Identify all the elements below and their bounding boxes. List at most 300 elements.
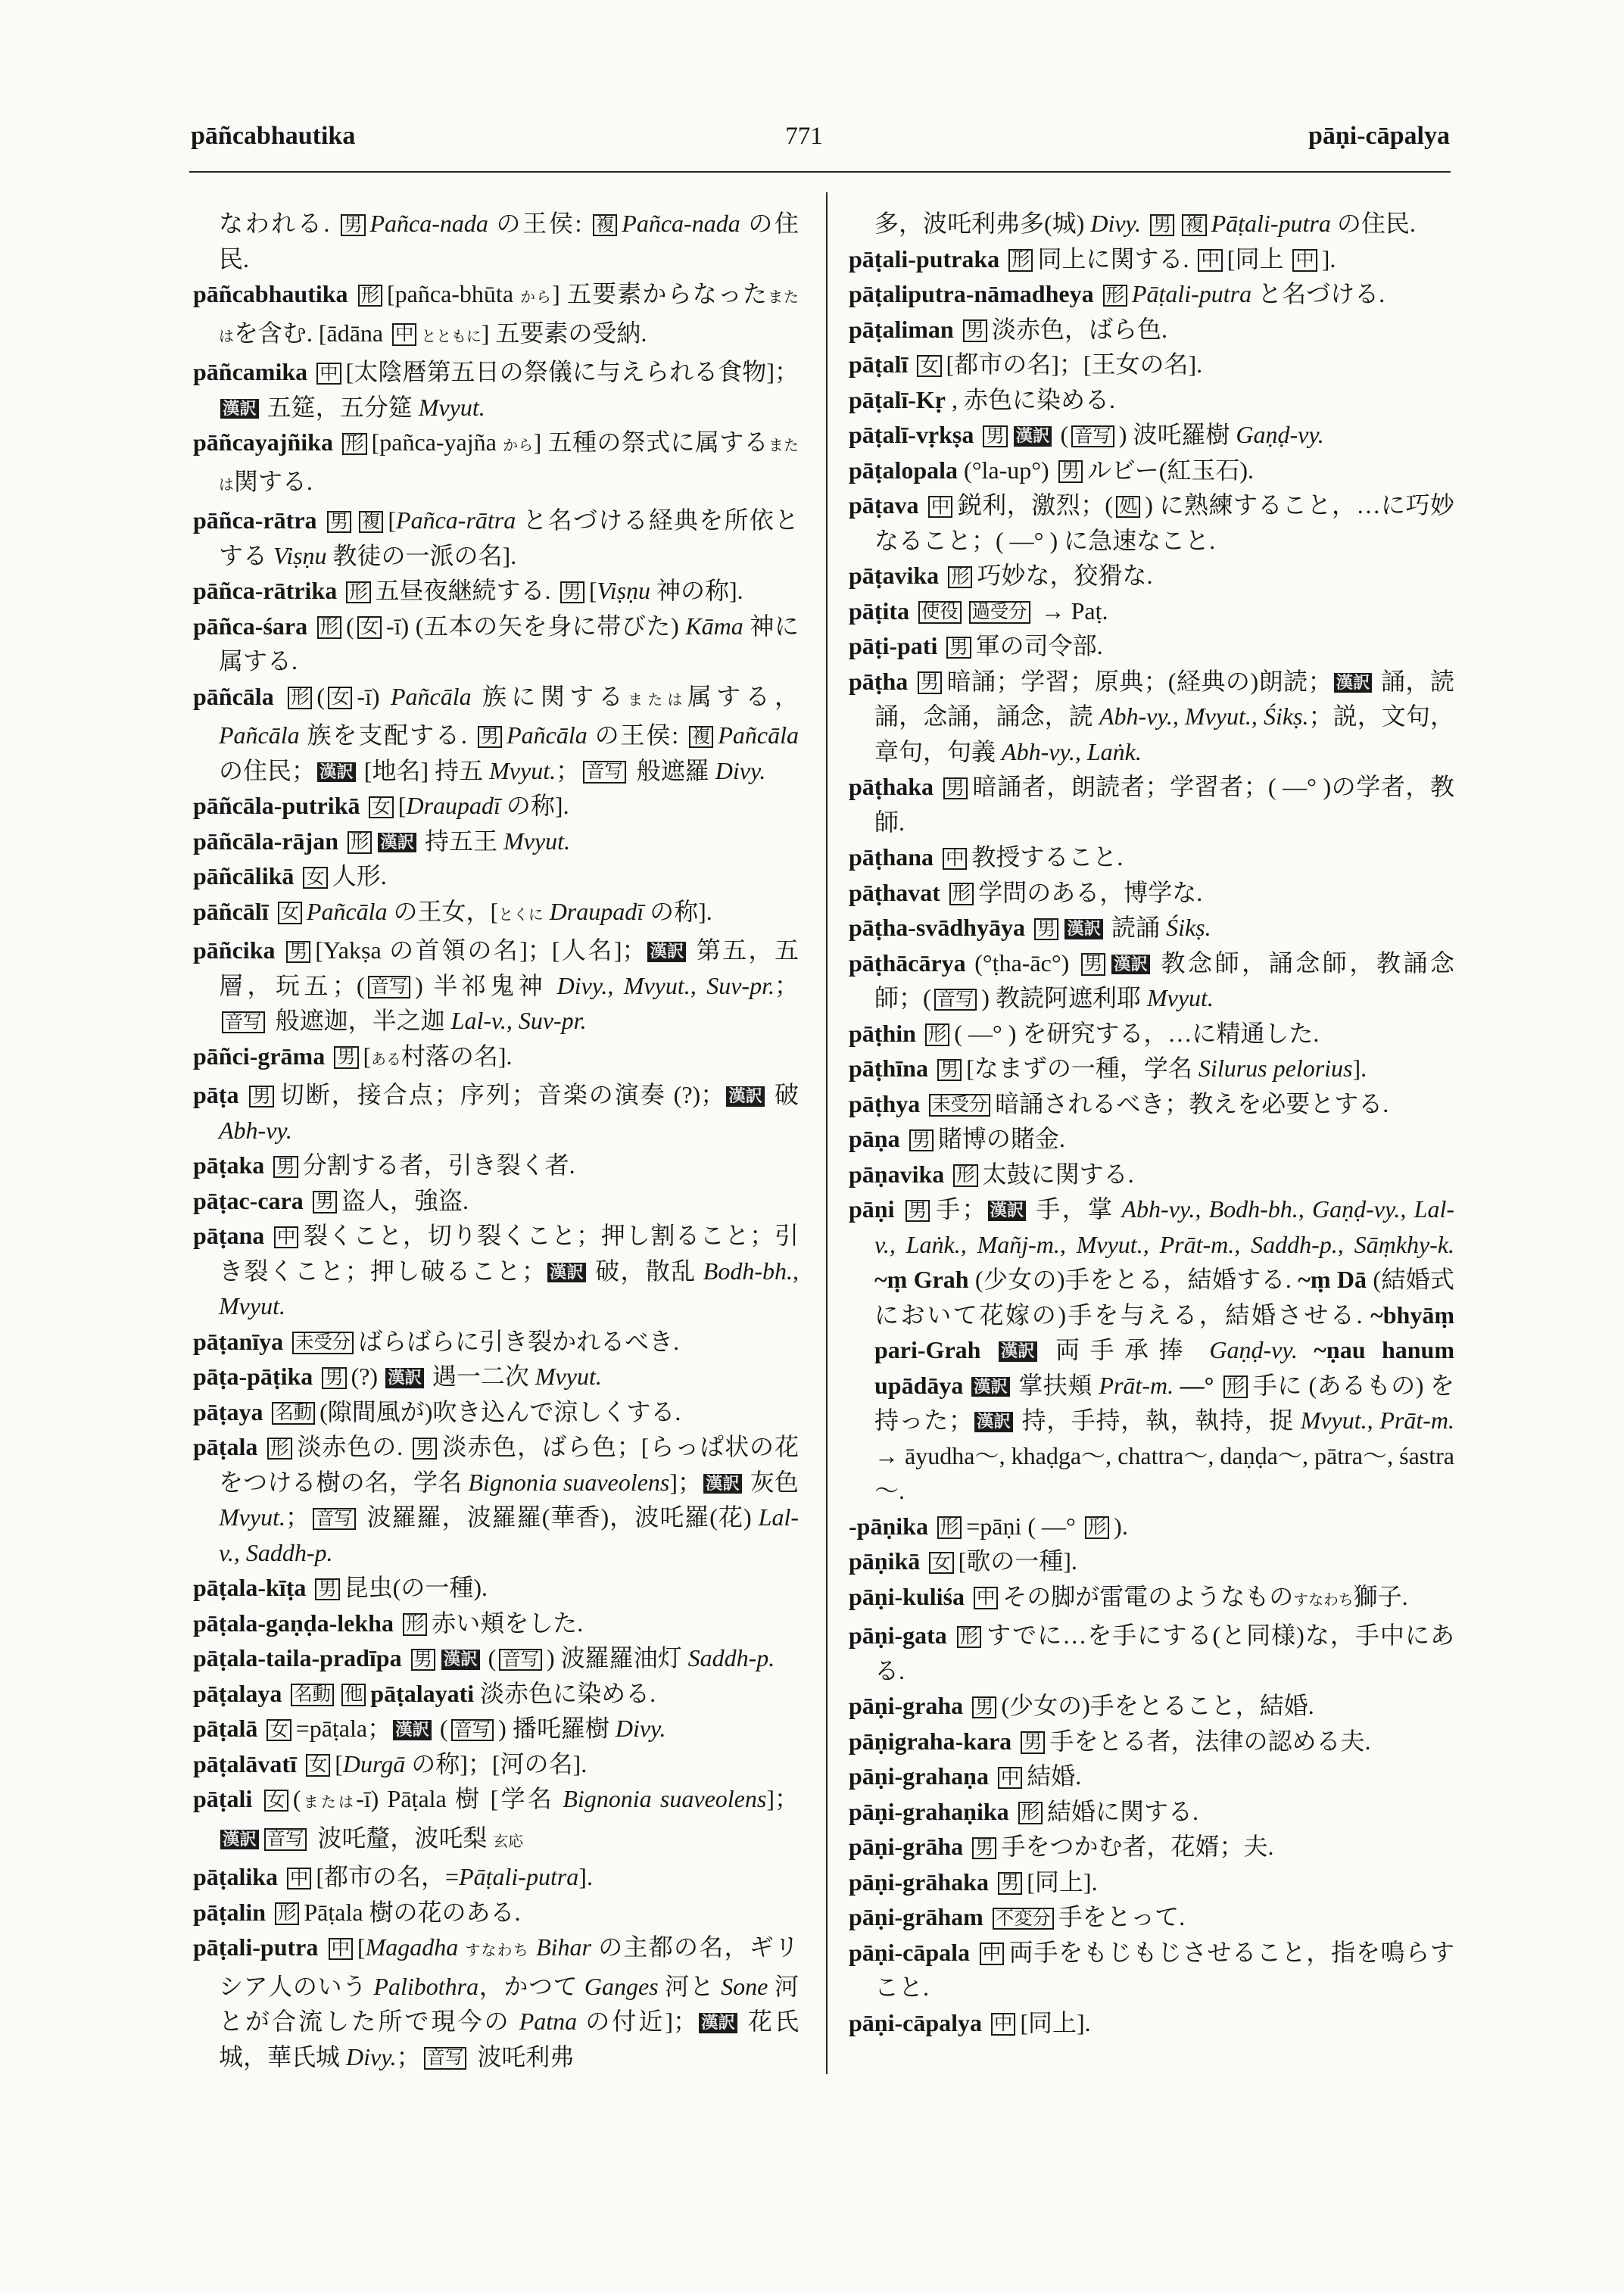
entry-text: ) に熟練すること，…に巧妙なること；( —° ) に急速なこと. [874, 491, 1454, 554]
headword: pāṭalopala [849, 456, 959, 484]
dict-entry [849, 1016, 1454, 1051]
grammar-tag: 男 [286, 941, 310, 964]
headword: pāṭala-taila-pradīpa [193, 1644, 402, 1671]
headword: pāṭalī-Kṛ [849, 385, 946, 413]
entry-text: 学問のある，博学な. [978, 878, 1203, 906]
entry-text: 暗誦者，朗読者；学習者；( —° )の学者，教師. [874, 773, 1454, 836]
grammar-tag: 男 [413, 1438, 437, 1460]
italic-text: Sone [721, 1972, 768, 2000]
headword: pāṭi-pati [849, 632, 938, 659]
dict-entry [849, 2005, 1454, 2041]
entry-text: 淡赤色に染める. [474, 1679, 656, 1707]
entry-text: 分割する者，引き裂く者. [302, 1151, 575, 1179]
dict-entry [193, 1394, 799, 1430]
grammar-tag: 男 [1150, 214, 1174, 237]
entry-text [1141, 210, 1147, 237]
headword: pāṇigraha-kara [849, 1727, 1012, 1755]
headword: pāṇi-grāha [849, 1833, 964, 1860]
entry-text: 赤い頬をした. [432, 1609, 584, 1637]
italic-text: Pañca-rātra [396, 506, 516, 534]
dict-entry [193, 788, 799, 824]
italic-text: Abh-vy., Laṅk. [1002, 737, 1142, 765]
italic-text: Durgā [342, 1749, 406, 1777]
headword: pāṭanīya [193, 1327, 284, 1355]
grammar-tag: 男 [909, 1129, 934, 1152]
headword: pāṭali-putraka [849, 245, 1000, 273]
entry-text: Pāṭala 樹の花のある. [304, 1898, 521, 1926]
entry-text: (°la-up°) [964, 456, 1055, 484]
grammar-tag: 不変分 [993, 1908, 1054, 1930]
dict-entry [193, 1359, 799, 1394]
small-annotation: または [301, 1794, 357, 1811]
entry-text: [ [397, 792, 407, 819]
grammar-tag: 男 [1021, 1731, 1045, 1754]
kanyaku-tag: 漢訳 [699, 2013, 737, 2033]
headword: pāṇi-grahaṇika [849, 1797, 1009, 1825]
grammar-tag: 中 [943, 848, 967, 871]
entry-text: 淡赤色，ばら色；[らっぱ状の花をつける樹の名，学名 [219, 1433, 799, 1496]
grammar-tag: 名動 [291, 1684, 334, 1706]
entry-text: と名づける経典を所依とする [219, 506, 799, 569]
entry-text: (少女の)手をとること，結婚. [1001, 1692, 1314, 1719]
grammar-tag: 形 [288, 687, 312, 709]
headword: pāṇi-cāpalya [849, 2008, 983, 2036]
grammar-tag: 男 [315, 1578, 339, 1601]
entry-text: の付近]； [577, 2008, 698, 2035]
dict-entry [849, 769, 1454, 840]
grammar-tag: 音写 [222, 1011, 265, 1034]
grammar-tag: 男 [918, 671, 942, 694]
entry-text: 河とが合流した所で現今の [219, 1972, 799, 2035]
entry-text: (隙間風が)吹き込んで涼しくする. [320, 1397, 681, 1425]
entry-text: ). [1114, 1512, 1128, 1540]
entry-text: 鋭利，激烈；( [957, 491, 1113, 519]
italic-text: Viṣṇu [273, 541, 327, 569]
entry-text: -ī) (五本の矢を身に帯びた) [386, 612, 686, 640]
grammar-tag: 形 [267, 1438, 291, 1460]
entry-text: [歌の一種]. [958, 1547, 1077, 1575]
entry-text: の称]. [644, 897, 712, 925]
italic-text: Bignonia suaveolens [563, 1785, 767, 1812]
italic-text: Divy. [615, 1715, 666, 1742]
headword: pāṭavika [849, 562, 940, 589]
headword: pāñca-śara [193, 612, 308, 640]
headword: pāṭita [849, 597, 909, 625]
entry-text: 村落の名]. [401, 1042, 513, 1070]
grammar-tag: 男 [972, 1837, 996, 1860]
grammar-tag: 中 [392, 323, 416, 346]
grammar-tag: 男 [1034, 918, 1058, 941]
grammar-tag: 音写 [424, 2047, 467, 2070]
kanyaku-tag: 漢訳 [385, 1368, 424, 1388]
entry-text: 第五，五層，玩五；( [219, 936, 799, 999]
entry-text: ]； [669, 1468, 702, 1496]
dict-entry [849, 1157, 1454, 1192]
grammar-tag: 男 [998, 1872, 1022, 1895]
grammar-tag: 音写 [499, 1649, 542, 1671]
kanyaku-tag: 漢訳 [974, 1412, 1013, 1432]
dict-entry [849, 1935, 1454, 2005]
entry-text: 神に属する. [219, 612, 799, 675]
grammar-tag: 中 [980, 1943, 1004, 1965]
headword: pāṭalaya [193, 1679, 282, 1707]
italic-text: Śikṣ. [1166, 914, 1211, 941]
headword: pāṭhācārya [849, 949, 966, 977]
dict-entry [849, 1579, 1454, 1618]
dict-entry [849, 1544, 1454, 1579]
kanyaku-tag: 漢訳 [547, 1263, 586, 1283]
italic-text: Patna [519, 2008, 578, 2035]
entry-text: の主都の名，ギリシア人のいう [219, 1933, 800, 2000]
dict-entry [849, 1121, 1454, 1157]
entry-text: , 赤色に染める. [951, 385, 1115, 413]
grammar-tag: 中 [928, 496, 952, 519]
entry-text: を含む. [ādāna [233, 319, 390, 347]
italic-text: Magadha [365, 1933, 459, 1961]
kanyaku-tag: 漢訳 [393, 1720, 432, 1740]
grammar-tag: 男 [411, 1649, 435, 1671]
headword: pāñcāla-rājan [193, 827, 338, 855]
grammar-tag: 中 [974, 1587, 998, 1609]
entry-text: なわれる. [219, 210, 338, 237]
entry-text: 裂くこと，切り裂くこと；押し割ること；引き裂くこと；押し破ること； [219, 1222, 799, 1285]
grammar-tag: 男 [334, 1046, 358, 1069]
headword: pāñcayajñika [193, 428, 333, 456]
entry-text: ばらばらに引き裂かれるべき. [358, 1327, 680, 1355]
dict-entry [193, 354, 799, 425]
small-annotation: すなわち [1293, 1591, 1354, 1609]
headword: pāṇi-gata [849, 1622, 947, 1649]
entry-text: [同上]. [1027, 1868, 1098, 1896]
entry-text: ) 波羅羅油灯 [546, 1644, 688, 1671]
dict-entry [849, 1899, 1454, 1935]
headword: pāṇi-grāham [849, 1903, 983, 1930]
dict-entry [849, 875, 1454, 911]
entry-text: 人形. [332, 862, 387, 889]
entry-text: 獅子. [1353, 1582, 1408, 1610]
dict-entry [193, 1077, 799, 1148]
entry-text [1174, 1372, 1180, 1399]
dict-entry [193, 1570, 799, 1606]
dict-entry [849, 558, 1454, 594]
italic-text: Mvyut. [489, 756, 556, 784]
small-annotation: から [503, 438, 534, 454]
entry-text: 同上に関する. [1037, 245, 1195, 273]
entry-text: 波羅羅，波羅羅(華香)，波吒羅(花) [360, 1503, 759, 1531]
bold-phrase: ~ṇau hanum upādāya [874, 1336, 1454, 1399]
headword: pāṭaya [193, 1397, 263, 1425]
entry-text: 五昼夜継続する. [375, 577, 557, 604]
kanyaku-tag: 漢訳 [317, 762, 356, 783]
headword: pāṭha-svādhyāya [849, 914, 1025, 941]
headword: pāṭa-pāṭika [193, 1363, 313, 1390]
grammar-tag: 男 [313, 1191, 337, 1213]
dict-entry [193, 573, 799, 609]
grammar-tag: 男 [972, 1696, 996, 1719]
italic-text: Mvyut. [1146, 984, 1214, 1011]
entry-text: 太鼓に関する. [982, 1160, 1134, 1188]
entry-text [458, 1933, 465, 1961]
grammar-tag: 男 [327, 511, 351, 534]
column-left [193, 206, 799, 2074]
entry-text: [pañca-bhūta [387, 280, 521, 307]
dict-entry [849, 1794, 1454, 1830]
headword: pāṇi-graha [849, 1692, 964, 1719]
dict-entry [849, 1688, 1454, 1724]
headword: pāṇi [849, 1195, 895, 1223]
dict-entry [193, 609, 799, 679]
entry-text: の住民； [219, 756, 316, 784]
italic-text: Mvyut., Prāt-m. [1300, 1407, 1454, 1434]
entry-text: -ī) [357, 682, 391, 710]
headword: pāṭana [193, 1222, 265, 1249]
entry-text: ルビー(紅玉石). [1087, 456, 1255, 484]
headword: pāṭalī [849, 350, 909, 378]
grammar-tag: 男 [322, 1367, 346, 1390]
entry-text: [地名] 持五 [357, 756, 490, 784]
entry-text: ； [774, 971, 799, 999]
entry-text: → āyudha～, khaḍga～, chattra～, daṇḍa～, pātra～, śastra～. [874, 1441, 1454, 1504]
italic-text: Palibothra [373, 1972, 479, 2000]
entry-text: ]. [1321, 245, 1336, 273]
dict-entry [193, 1711, 799, 1746]
grammar-tag: 女 [264, 1790, 288, 1812]
kanyaku-tag: 漢訳 [220, 1830, 259, 1850]
headword: pāṇi-kuliśa [849, 1582, 965, 1610]
entry-text: =pāṇi ( —° [966, 1512, 1082, 1540]
page-number: 771 [785, 123, 823, 150]
dict-entry [849, 1051, 1454, 1086]
grammar-tag: 男 [249, 1086, 273, 1108]
grammar-tag: 形 [1008, 249, 1033, 272]
entry-text: =pāṭala； [295, 1715, 392, 1742]
dict-entry [849, 312, 1454, 347]
dict-entry [193, 425, 799, 503]
dict-entry [193, 1859, 799, 1895]
headword: pāñcāla [193, 682, 274, 710]
headword: pāṭalika [193, 1863, 279, 1890]
entry-text: 暗誦されるべき；教えを必要とする. [995, 1089, 1389, 1117]
entry-text: 手； [934, 1195, 987, 1223]
entry-text: の王侯: [488, 210, 590, 237]
dict-entry [193, 276, 799, 354]
grammar-tag: 中 [274, 1226, 298, 1249]
dict-entry [849, 1618, 1454, 1688]
headword: pāñcāla-putrikā [193, 792, 360, 819]
entry-continuation [193, 206, 799, 276]
grammar-tag: 女 [357, 616, 382, 639]
entry-text: 花氏城，華氏城 [219, 2008, 799, 2070]
grammar-tag: 未受分 [292, 1332, 354, 1354]
entry-text: [都市の名，= [316, 1863, 460, 1890]
small-annotation: すなわち [465, 1943, 529, 1959]
small-annotation: または [219, 289, 799, 345]
dict-entry [849, 628, 1454, 664]
italic-text: Gaṇḍ-vy. [1209, 1336, 1298, 1363]
entry-text: (少女の)手をとる，結婚する. [968, 1266, 1298, 1293]
dict-entry [849, 488, 1454, 558]
entry-text: すでに…を手にする(と同様)な，手中にある. [874, 1622, 1454, 1684]
entry-text: の住民. [219, 210, 799, 273]
dict-entry [849, 840, 1454, 875]
dict-entry [193, 824, 799, 859]
entry-text: 族を支配する. [299, 721, 475, 749]
column-right [849, 206, 1454, 2040]
headword: pāñca-rātra [193, 506, 317, 534]
grammar-tag: 女 [929, 1552, 953, 1575]
dict-entry [193, 1606, 799, 1641]
italic-text: Lal-v., Saddh-p. [219, 1503, 799, 1566]
kanyaku-tag: 漢訳 [220, 399, 259, 419]
grammar-tag: 複 [359, 511, 383, 534]
dict-entry [193, 1429, 799, 1570]
dict-entry [193, 894, 799, 933]
headword: pāṭac-cara [193, 1186, 304, 1214]
entry-text: の称]；[河の名]. [405, 1749, 588, 1777]
entry-text: [なまずの一種，学名 [966, 1055, 1199, 1082]
italic-text: Mvyut. [535, 1363, 602, 1390]
italic-text: Viṣṇu [597, 577, 651, 604]
entry-text: 河と [658, 1972, 722, 2000]
entry-text: ) 半祁鬼神 [415, 971, 557, 999]
entry-text: の王侯: [587, 721, 687, 749]
entry-text: 多，波吒利弗多(城) [874, 210, 1091, 237]
grammar-tag: 他 [341, 1684, 366, 1706]
dict-entry [849, 382, 1454, 418]
grammar-tag: 男 [341, 214, 365, 237]
headword: pāṇi-grāhaka [849, 1868, 989, 1896]
grammar-tag: 形 [949, 883, 974, 905]
entry-text: ]. [1352, 1055, 1367, 1082]
grammar-tag: 形 [953, 1164, 977, 1187]
grammar-tag: 男 [946, 637, 971, 659]
grammar-tag: 複 [1182, 214, 1206, 237]
dict-entry [849, 1086, 1454, 1122]
italic-text: Pañcāla [507, 721, 588, 749]
entry-text: 淡赤色，ばら色. [992, 315, 1168, 343]
italic-text: Gaṇḍ-vy. [1236, 421, 1324, 448]
entry-text: 般遮羅 [630, 756, 715, 784]
kanyaku-tag: 漢訳 [726, 1086, 765, 1107]
kanyaku-tag: 漢訳 [1334, 673, 1373, 693]
italic-text: Pañcāla [219, 721, 300, 749]
dict-entry [193, 1183, 799, 1219]
bold-phrase: ~ṃ Grah [874, 1266, 969, 1293]
dict-entry [193, 1930, 799, 2074]
grammar-tag: 男 [1081, 953, 1105, 976]
small-annotation: とくに [498, 906, 544, 924]
grammar-tag: 形 [1223, 1375, 1248, 1398]
headword: pāṭala [193, 1433, 258, 1460]
dict-entry [193, 1640, 799, 1676]
grammar-tag: 形 [358, 285, 382, 307]
grammar-tag: 形 [1018, 1802, 1043, 1824]
entry-text: 昆虫(の一種). [344, 1574, 488, 1601]
grammar-tag: 処 [1116, 496, 1140, 519]
headword: pāṭali-putra [193, 1933, 319, 1961]
entry-text: ( [292, 1785, 301, 1812]
bold-phrase: ~bhyāṃ pari-Grah [874, 1301, 1454, 1363]
bold-phrase: pāṭalayati [370, 1679, 475, 1707]
entry-text: 手をとる者，法律の認める夫. [1049, 1727, 1371, 1755]
grammar-tag: 中 [991, 2013, 1015, 2036]
entry-text: [ [363, 1042, 372, 1070]
headword: pāṭalī-vṛkṣa [849, 421, 974, 448]
italic-text: Pāṭali-putra [459, 1863, 579, 1890]
dict-entry [193, 1148, 799, 1183]
entry-text: [Yakṣa の首領の名]；[人名]； [315, 936, 647, 964]
italic-text: Mvyut. [503, 827, 571, 855]
grammar-tag: 形 [957, 1626, 981, 1649]
grammar-tag: 中 [287, 1868, 311, 1890]
grammar-tag: 形 [948, 566, 972, 589]
grammar-tag: 女 [278, 902, 302, 924]
grammar-tag: 音写 [368, 976, 411, 999]
headword: pāṭha [849, 667, 909, 695]
small-annotation: から [520, 289, 553, 306]
entry-text [529, 1933, 536, 1961]
dict-entry [849, 1509, 1454, 1544]
headword: pāṭhin [849, 1019, 916, 1047]
italic-text: Bodh-bh., Mvyut. [219, 1257, 799, 1319]
entry-text: と名づける. [1252, 280, 1386, 307]
grammar-tag: 音写 [451, 1719, 494, 1742]
grammar-tag: 男 [963, 319, 987, 342]
entry-text: ] 五要素の受納. [481, 319, 647, 347]
kanyaku-tag: 漢訳 [441, 1650, 480, 1670]
italic-text: Abh-vy., Bodh-bh., Gaṇḍ-vy., Lal-v., Laṅk., Mañj-m., Mvyut., Prāt-m., Saddh-p., Sāṃkhy-k. [874, 1195, 1455, 1258]
entry-text: 掌扶頬 [1011, 1371, 1099, 1399]
grammar-tag: 形 [1103, 285, 1127, 307]
italic-text: Kāma [685, 612, 743, 640]
italic-text: Saddh-p. [687, 1644, 775, 1671]
dict-entry [849, 1829, 1454, 1865]
grammar-tag: 女 [306, 1754, 330, 1777]
entry-text: [同上 [1227, 245, 1290, 273]
entry-text: ； [285, 1503, 310, 1531]
entry-text: 結婚. [1027, 1762, 1082, 1790]
entry-text: ； [556, 756, 581, 784]
italic-text: Prāt-m. [1099, 1371, 1174, 1399]
italic-text: Pañca-nada [369, 210, 488, 237]
bold-phrase: —° [1180, 1371, 1214, 1399]
grammar-tag: 過受分 [969, 601, 1030, 624]
entry-text: 遇一二次 [425, 1363, 535, 1390]
headword: pāṭalā [193, 1715, 258, 1742]
headword: pāñcālī [193, 897, 269, 925]
grammar-tag: 形 [275, 1902, 299, 1925]
entry-text: → Paṭ. [1034, 597, 1108, 625]
headword: pāṇikā [849, 1547, 921, 1575]
dict-entry [849, 453, 1454, 488]
entry-text: 般遮迦，半之迦 [269, 1007, 451, 1034]
entry-text: (?) [351, 1363, 385, 1390]
grammar-tag: 男 [906, 1200, 930, 1223]
entry-text [963, 1372, 970, 1399]
dict-entry [193, 1746, 799, 1782]
dict-entry [193, 1039, 799, 1078]
grammar-tag: 女 [267, 1719, 291, 1742]
entry-text: ) 播吒羅樹 [498, 1715, 616, 1742]
entry-text: 教授すること. [971, 843, 1124, 871]
entry-text: 暗誦；学習；原典；(経典の)朗読； [946, 667, 1333, 695]
dict-entry [193, 858, 799, 894]
entry-text [1298, 1336, 1314, 1363]
entry-text: 五筵，五分筵 [260, 393, 419, 421]
entry-text: ，かつて [478, 1972, 584, 2000]
small-annotation: とともに [421, 328, 482, 345]
entry-text: の住民. [1330, 210, 1416, 237]
